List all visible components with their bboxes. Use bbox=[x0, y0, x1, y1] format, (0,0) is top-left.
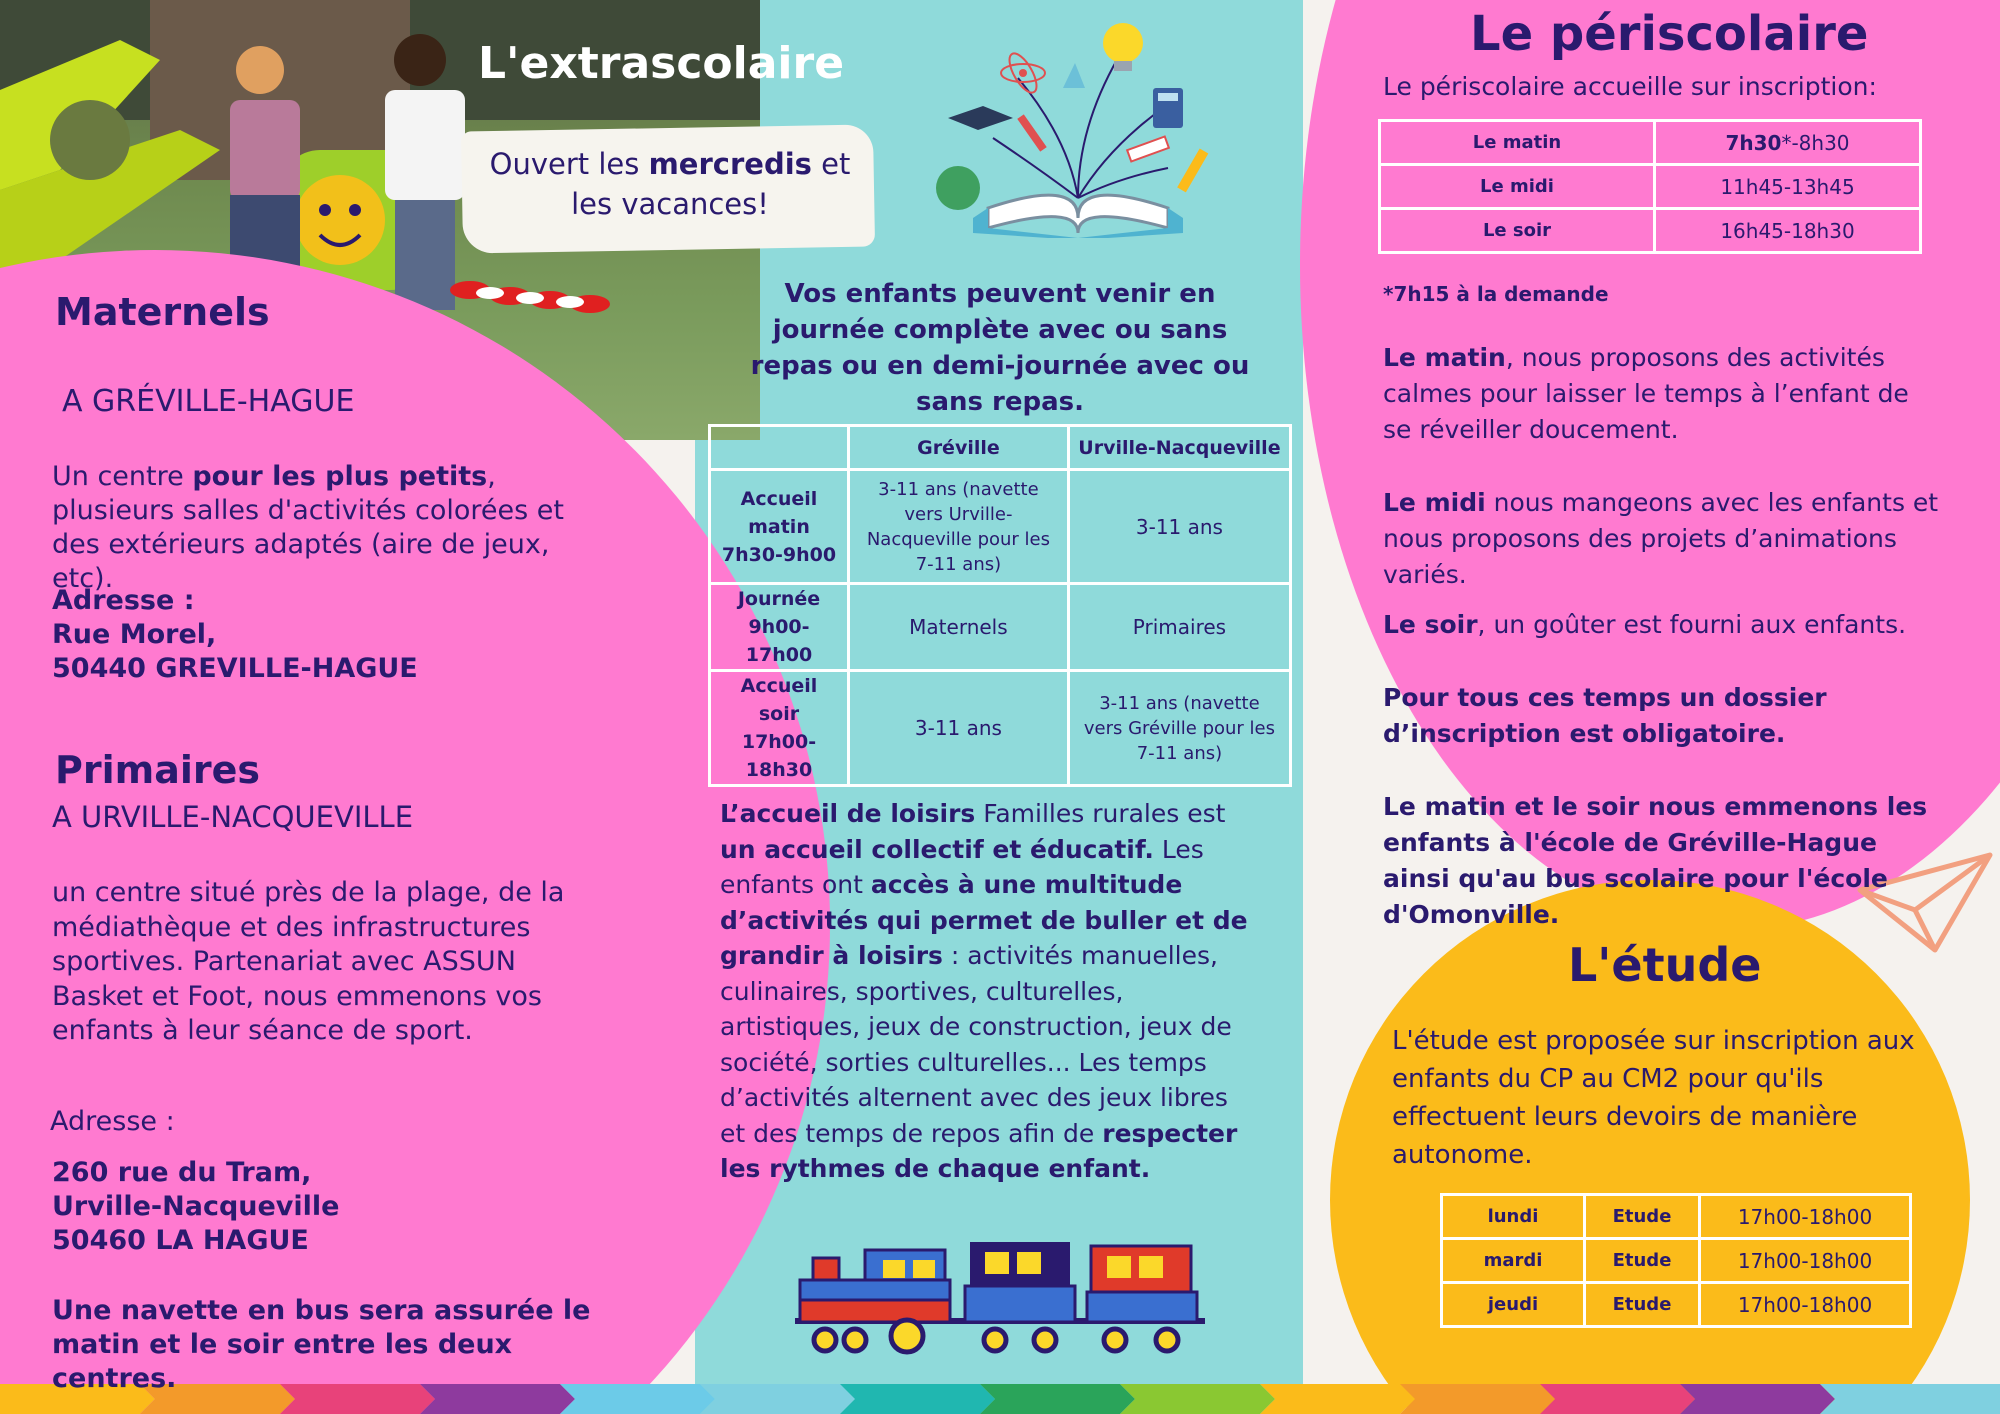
loisirs-text-4: Les enfants ont bbox=[720, 834, 1204, 899]
cell-greville-soir: 3-11 ans bbox=[848, 671, 1068, 786]
book-ideas-illustration bbox=[928, 18, 1228, 238]
extrascolaire-table bbox=[708, 424, 1292, 787]
table-row bbox=[1442, 1283, 1911, 1327]
peri-label-matin: Le matin bbox=[1380, 121, 1655, 165]
primaires-address-label: Adresse : bbox=[50, 1106, 175, 1137]
table-row bbox=[1380, 165, 1921, 209]
loisirs-bold-3: un accueil collectif et éducatif. bbox=[720, 834, 1154, 864]
table-header-row bbox=[710, 426, 1291, 470]
etude-title: L'étude bbox=[1568, 938, 1762, 992]
etude-day-lundi: lundi bbox=[1442, 1195, 1585, 1239]
etude-time-jeudi: 17h00-18h00 bbox=[1700, 1283, 1911, 1327]
etude-table bbox=[1440, 1193, 1912, 1328]
etude-day-mardi: mardi bbox=[1442, 1239, 1585, 1283]
primaires-address-line2: Urville-Nacqueville bbox=[52, 1191, 340, 1222]
periscolaire-matin bbox=[1383, 340, 1943, 448]
loisirs-bold-5: accès à une multitude d’activités qui permet de buller et de grandir à loisirs bbox=[720, 870, 1248, 970]
extrascolaire-intro: Vos enfants peuvent venir en journée complète avec ou sans repas ou en demi-journée avec ou sans repas. bbox=[750, 279, 1250, 417]
etude-time-mardi: 17h00-18h00 bbox=[1700, 1239, 1911, 1283]
periscolaire-footnote: *7h15 à la demande bbox=[1383, 282, 1609, 306]
table-row bbox=[710, 671, 1291, 786]
primaires-address-line3: 50460 LA HAGUE bbox=[52, 1225, 309, 1256]
extrascolaire-title: L'extrascolaire bbox=[478, 38, 845, 89]
etude-time-lundi: 17h00-18h00 bbox=[1700, 1195, 1911, 1239]
peri-time-matin-bold: 7h30 bbox=[1725, 130, 1782, 155]
maternels-address-line1: Rue Morel, bbox=[52, 619, 217, 650]
open-days-pre: Ouvert les bbox=[489, 147, 649, 181]
open-days-text bbox=[480, 144, 860, 224]
open-days-bold: mercredis bbox=[648, 147, 812, 181]
etude-description: L'étude est proposée sur inscription aux enfants du CP au CM2 pour qu'ils effectuent leurs devoirs de manière autonome. bbox=[1392, 1026, 1915, 1170]
peri-label-soir: Le soir bbox=[1380, 209, 1655, 253]
peri-time-soir-rest: 16h45-18h30 bbox=[1720, 218, 1855, 243]
peri-matin-text: , nous proposons des activités calmes pour laisser le temps à l’enfant de se réveiller doucement. bbox=[1383, 343, 1909, 444]
peri-matin-bold: Le matin bbox=[1383, 343, 1506, 372]
maternels-desc-post: , plusieurs salles d'activités colorées et des extérieurs adaptés (aire de jeux, etc). bbox=[52, 461, 564, 594]
etude-type-lundi: Etude bbox=[1585, 1195, 1700, 1239]
loisirs-text-6: : activités manuelles, culinaires, sportives, culturelles, artistiques, jeux de construction, jeux de société, sorties culturelles... Les temps d’activités alternent avec des jeux libres et des temps de repos afin de bbox=[720, 941, 1232, 1148]
toy-train-illustration bbox=[795, 1240, 1205, 1360]
maternels-description bbox=[52, 460, 612, 596]
peri-soir-bold: Le soir bbox=[1383, 610, 1478, 639]
table-row bbox=[1380, 121, 1921, 165]
loisirs-text-2: Familles rurales est bbox=[975, 799, 1226, 828]
loisirs-bold-7: respecter les rythmes de chaque enfant. bbox=[720, 1118, 1238, 1183]
peri-soir-text: , un goûter est fourni aux enfants. bbox=[1477, 610, 1907, 639]
etude-day-jeudi: jeudi bbox=[1442, 1283, 1585, 1327]
peri-time-midi-rest: 11h45-13h45 bbox=[1720, 174, 1855, 199]
primaires-location: A URVILLE-NACQUEVILLE bbox=[52, 800, 414, 834]
periscolaire-table bbox=[1378, 119, 1922, 254]
peri-label-midi: Le midi bbox=[1380, 165, 1655, 209]
peri-midi-text: nous mangeons avec les enfants et nous proposons des projets d’animations variés. bbox=[1383, 488, 1939, 589]
peri-time-matin bbox=[1655, 121, 1921, 165]
periscolaire-emmenons: Le matin et le soir nous emmenons les enfants à l'école de Gréville-Hague ainsi qu'au bus scolaire pour l'école d'Omonville. bbox=[1383, 792, 1928, 929]
peri-time-matin-rest: *-8h30 bbox=[1781, 130, 1850, 155]
table-row bbox=[1442, 1195, 1911, 1239]
table-row bbox=[710, 584, 1291, 671]
loisirs-bold-1: L’accueil de loisirs bbox=[720, 799, 976, 828]
maternels-address bbox=[52, 584, 418, 686]
primaires-address bbox=[52, 1156, 339, 1258]
table-header-urville: Urville-Nacqueville bbox=[1068, 426, 1290, 470]
maternels-desc-pre: Un centre bbox=[52, 461, 193, 492]
peri-time-midi bbox=[1655, 165, 1921, 209]
loisirs-paragraph bbox=[720, 796, 1250, 1187]
primaires-description: un centre situé près de la plage, de la médiathèque et des infrastructures sportives. Partenariat avec ASSUN Basket et Foot, nous emmenons vos enfants à leur séance de sport. bbox=[52, 877, 565, 1046]
cell-urville-soir: 3-11 ans (navette vers Gréville pour les 7-11 ans) bbox=[1068, 671, 1290, 786]
periscolaire-dossier: Pour tous ces temps un dossier d’inscription est obligatoire. bbox=[1383, 683, 1827, 748]
maternels-desc-bold: pour les plus petits bbox=[192, 461, 488, 492]
periscolaire-intro: Le périscolaire accueille sur inscription: bbox=[1383, 72, 1877, 101]
row-label-accueil-soir: Accueil soir 17h00-18h30 bbox=[710, 671, 849, 786]
maternels-address-label: Adresse : bbox=[52, 585, 195, 616]
peri-midi-bold: Le midi bbox=[1383, 488, 1486, 517]
maternels-title: Maternels bbox=[55, 290, 270, 334]
peri-time-soir bbox=[1655, 209, 1921, 253]
table-row bbox=[1442, 1239, 1911, 1283]
periscolaire-soir bbox=[1383, 607, 1943, 643]
primaires-address-line1: 260 rue du Tram, bbox=[52, 1157, 312, 1188]
row-label-journee: Journée 9h00-17h00 bbox=[710, 584, 849, 671]
row-label-accueil-matin: Accueil matin 7h30-9h00 bbox=[710, 470, 849, 584]
cell-greville-matin: 3-11 ans (navette vers Urville-Nacqueville pour les 7-11 ans) bbox=[848, 470, 1068, 584]
etude-type-jeudi: Etude bbox=[1585, 1283, 1700, 1327]
cell-urville-journee: Primaires bbox=[1068, 584, 1290, 671]
periscolaire-title: Le périscolaire bbox=[1470, 6, 1869, 62]
primaires-title: Primaires bbox=[55, 748, 261, 792]
primaires-navette: Une navette en bus sera assurée le matin et le soir entre les deux centres. bbox=[52, 1295, 591, 1394]
table-row bbox=[1380, 209, 1921, 253]
etude-type-mardi: Etude bbox=[1585, 1239, 1700, 1283]
table-header-greville: Gréville bbox=[848, 426, 1068, 470]
open-days-post: et les vacances! bbox=[571, 147, 851, 221]
maternels-location: A GRÉVILLE-HAGUE bbox=[62, 384, 355, 419]
table-row bbox=[710, 470, 1291, 584]
cell-greville-journee: Maternels bbox=[848, 584, 1068, 671]
cell-urville-matin: 3-11 ans bbox=[1068, 470, 1290, 584]
table-header-empty bbox=[710, 426, 849, 470]
periscolaire-midi bbox=[1383, 485, 1943, 593]
maternels-address-line2: 50440 GREVILLE-HAGUE bbox=[52, 653, 418, 684]
